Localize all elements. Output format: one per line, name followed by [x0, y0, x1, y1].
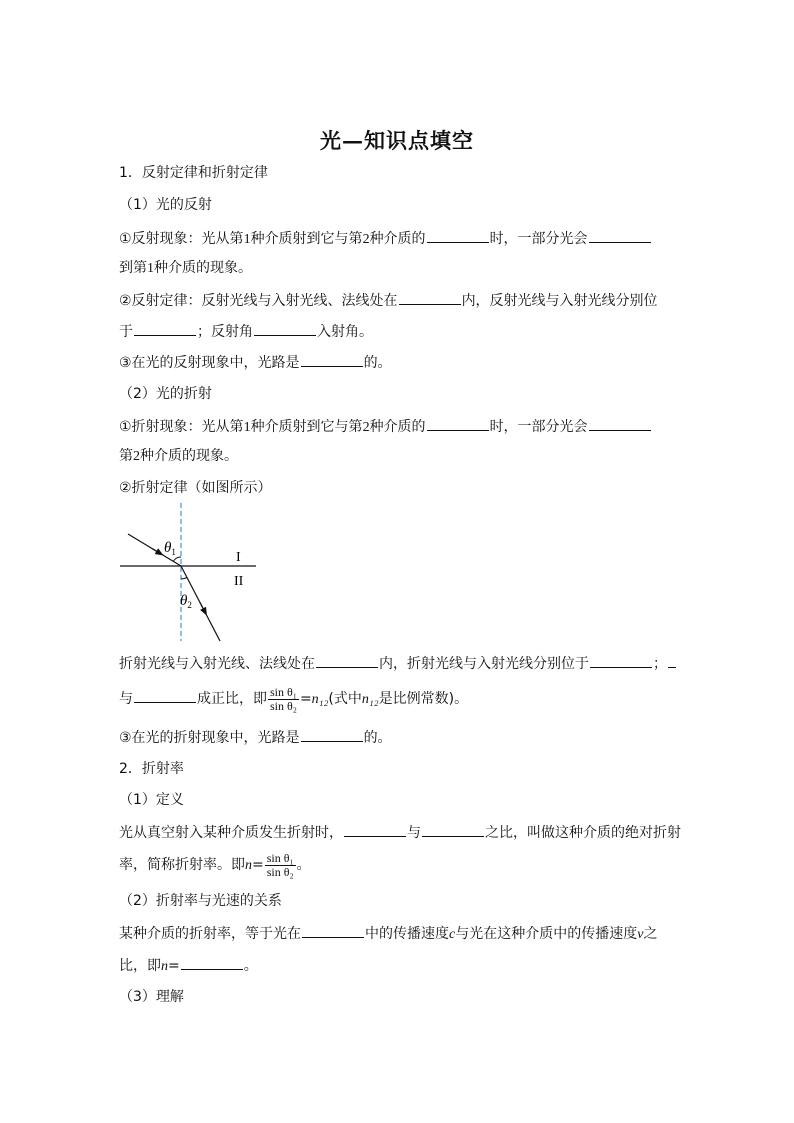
refraction-line-2: 第2种介质的现象。: [119, 448, 238, 464]
refracted-ray-arrow: [200, 603, 205, 613]
refractive-index-fraction: $\frac{\text{sin θ₁}}{\text{sin θ₂}}$: [266, 850, 294, 879]
refraction-diagram: [118, 503, 268, 645]
medium-1-label: I: [236, 550, 241, 565]
refraction-reversibility: ③在光的折射现象中，光路是 的。: [119, 727, 679, 748]
sine-ratio-fraction: $\frac{\text{sin θ₁}}{\text{sin θ₂}}$: [270, 684, 297, 713]
fill-blank[interactable]: [589, 228, 651, 243]
reflection-reversibility: ③在光的反射现象中，光路是 的。: [119, 352, 679, 373]
reflection-line-2: 到第1种介质的现象。: [119, 260, 252, 276]
fill-blank[interactable]: [316, 653, 378, 668]
reflection-law-line-2: 于 ；反射角 入射角。: [119, 321, 679, 342]
refraction-law-heading: ②折射定律（如图所示）: [119, 480, 272, 496]
fill-blank[interactable]: [668, 653, 676, 668]
angle-arc-1: [173, 557, 181, 561]
fill-blank[interactable]: [301, 352, 363, 367]
fill-blank[interactable]: [181, 955, 243, 970]
subheading-understanding: （3）理解: [119, 989, 184, 1005]
fill-blank[interactable]: [344, 822, 406, 837]
definition-line-2: 率，简称折射率。即n= $\frac{\text{sin θ₁}}{\text{sin θ₂}}$ 。: [119, 850, 311, 879]
fill-blank[interactable]: [427, 228, 489, 243]
section-heading-2: 2．折射率: [119, 761, 184, 777]
speed-relation-line-1: 某种介质的折射率，等于光在 中的传播速度c与光在这种介质中的传播速度v之: [119, 923, 679, 945]
fill-blank[interactable]: [590, 653, 652, 668]
theta1-label: $\theta_1$: [164, 540, 176, 557]
fill-blank[interactable]: [301, 727, 363, 742]
section-heading-1: 1．反射定律和折射定律: [119, 165, 268, 181]
medium-2-label: II: [234, 574, 244, 589]
subheading-speed-relation: （2）折射率与光速的关系: [119, 893, 282, 909]
reflection-line-1: ①反射现象：光从第1种介质射到它与第2种介质的 时，一部分光会: [119, 228, 679, 250]
incident-ray-arrow: [152, 549, 160, 554]
fill-blank[interactable]: [134, 688, 196, 703]
fill-blank[interactable]: [134, 321, 196, 336]
fill-blank[interactable]: [254, 321, 316, 336]
fill-blank[interactable]: [302, 923, 364, 938]
speed-relation-line-2: 比，即n= 。: [119, 955, 679, 977]
fill-blank[interactable]: [589, 416, 651, 431]
subheading-reflection: （1）光的反射: [119, 197, 212, 213]
refraction-law-line-1: 折射光线与入射光线、法线处在 内，折射光线与入射光线分别位于 ；: [119, 653, 679, 674]
subheading-definition: （1）定义: [119, 792, 184, 808]
subheading-refraction: （2）光的折射: [119, 386, 212, 402]
fill-blank[interactable]: [399, 290, 461, 305]
refraction-law-line-2: 与 成正比，即 $\frac{\text{sin θ₁}}{\text{sin θ₂}}$ =n₁₂(式中n₁₂是比例常数)。: [119, 684, 469, 713]
definition-line-1: 光从真空射入某种介质发生折射时， 与 之比，叫做这种介质的绝对折射: [119, 822, 679, 843]
angle-arc-2: [181, 578, 187, 580]
fill-blank[interactable]: [422, 822, 484, 837]
reflection-law-line-1: ②反射定律：反射光线与入射光线、法线处在 内，反射光线与入射光线分别位: [119, 290, 679, 311]
fill-blank[interactable]: [427, 416, 489, 431]
page-title: 光—知识点填空: [320, 128, 474, 153]
theta2-label: $\theta_2$: [180, 593, 192, 610]
refraction-line-1: ①折射现象：光从第1种介质射到它与第2种介质的 时，一部分光会: [119, 416, 679, 438]
